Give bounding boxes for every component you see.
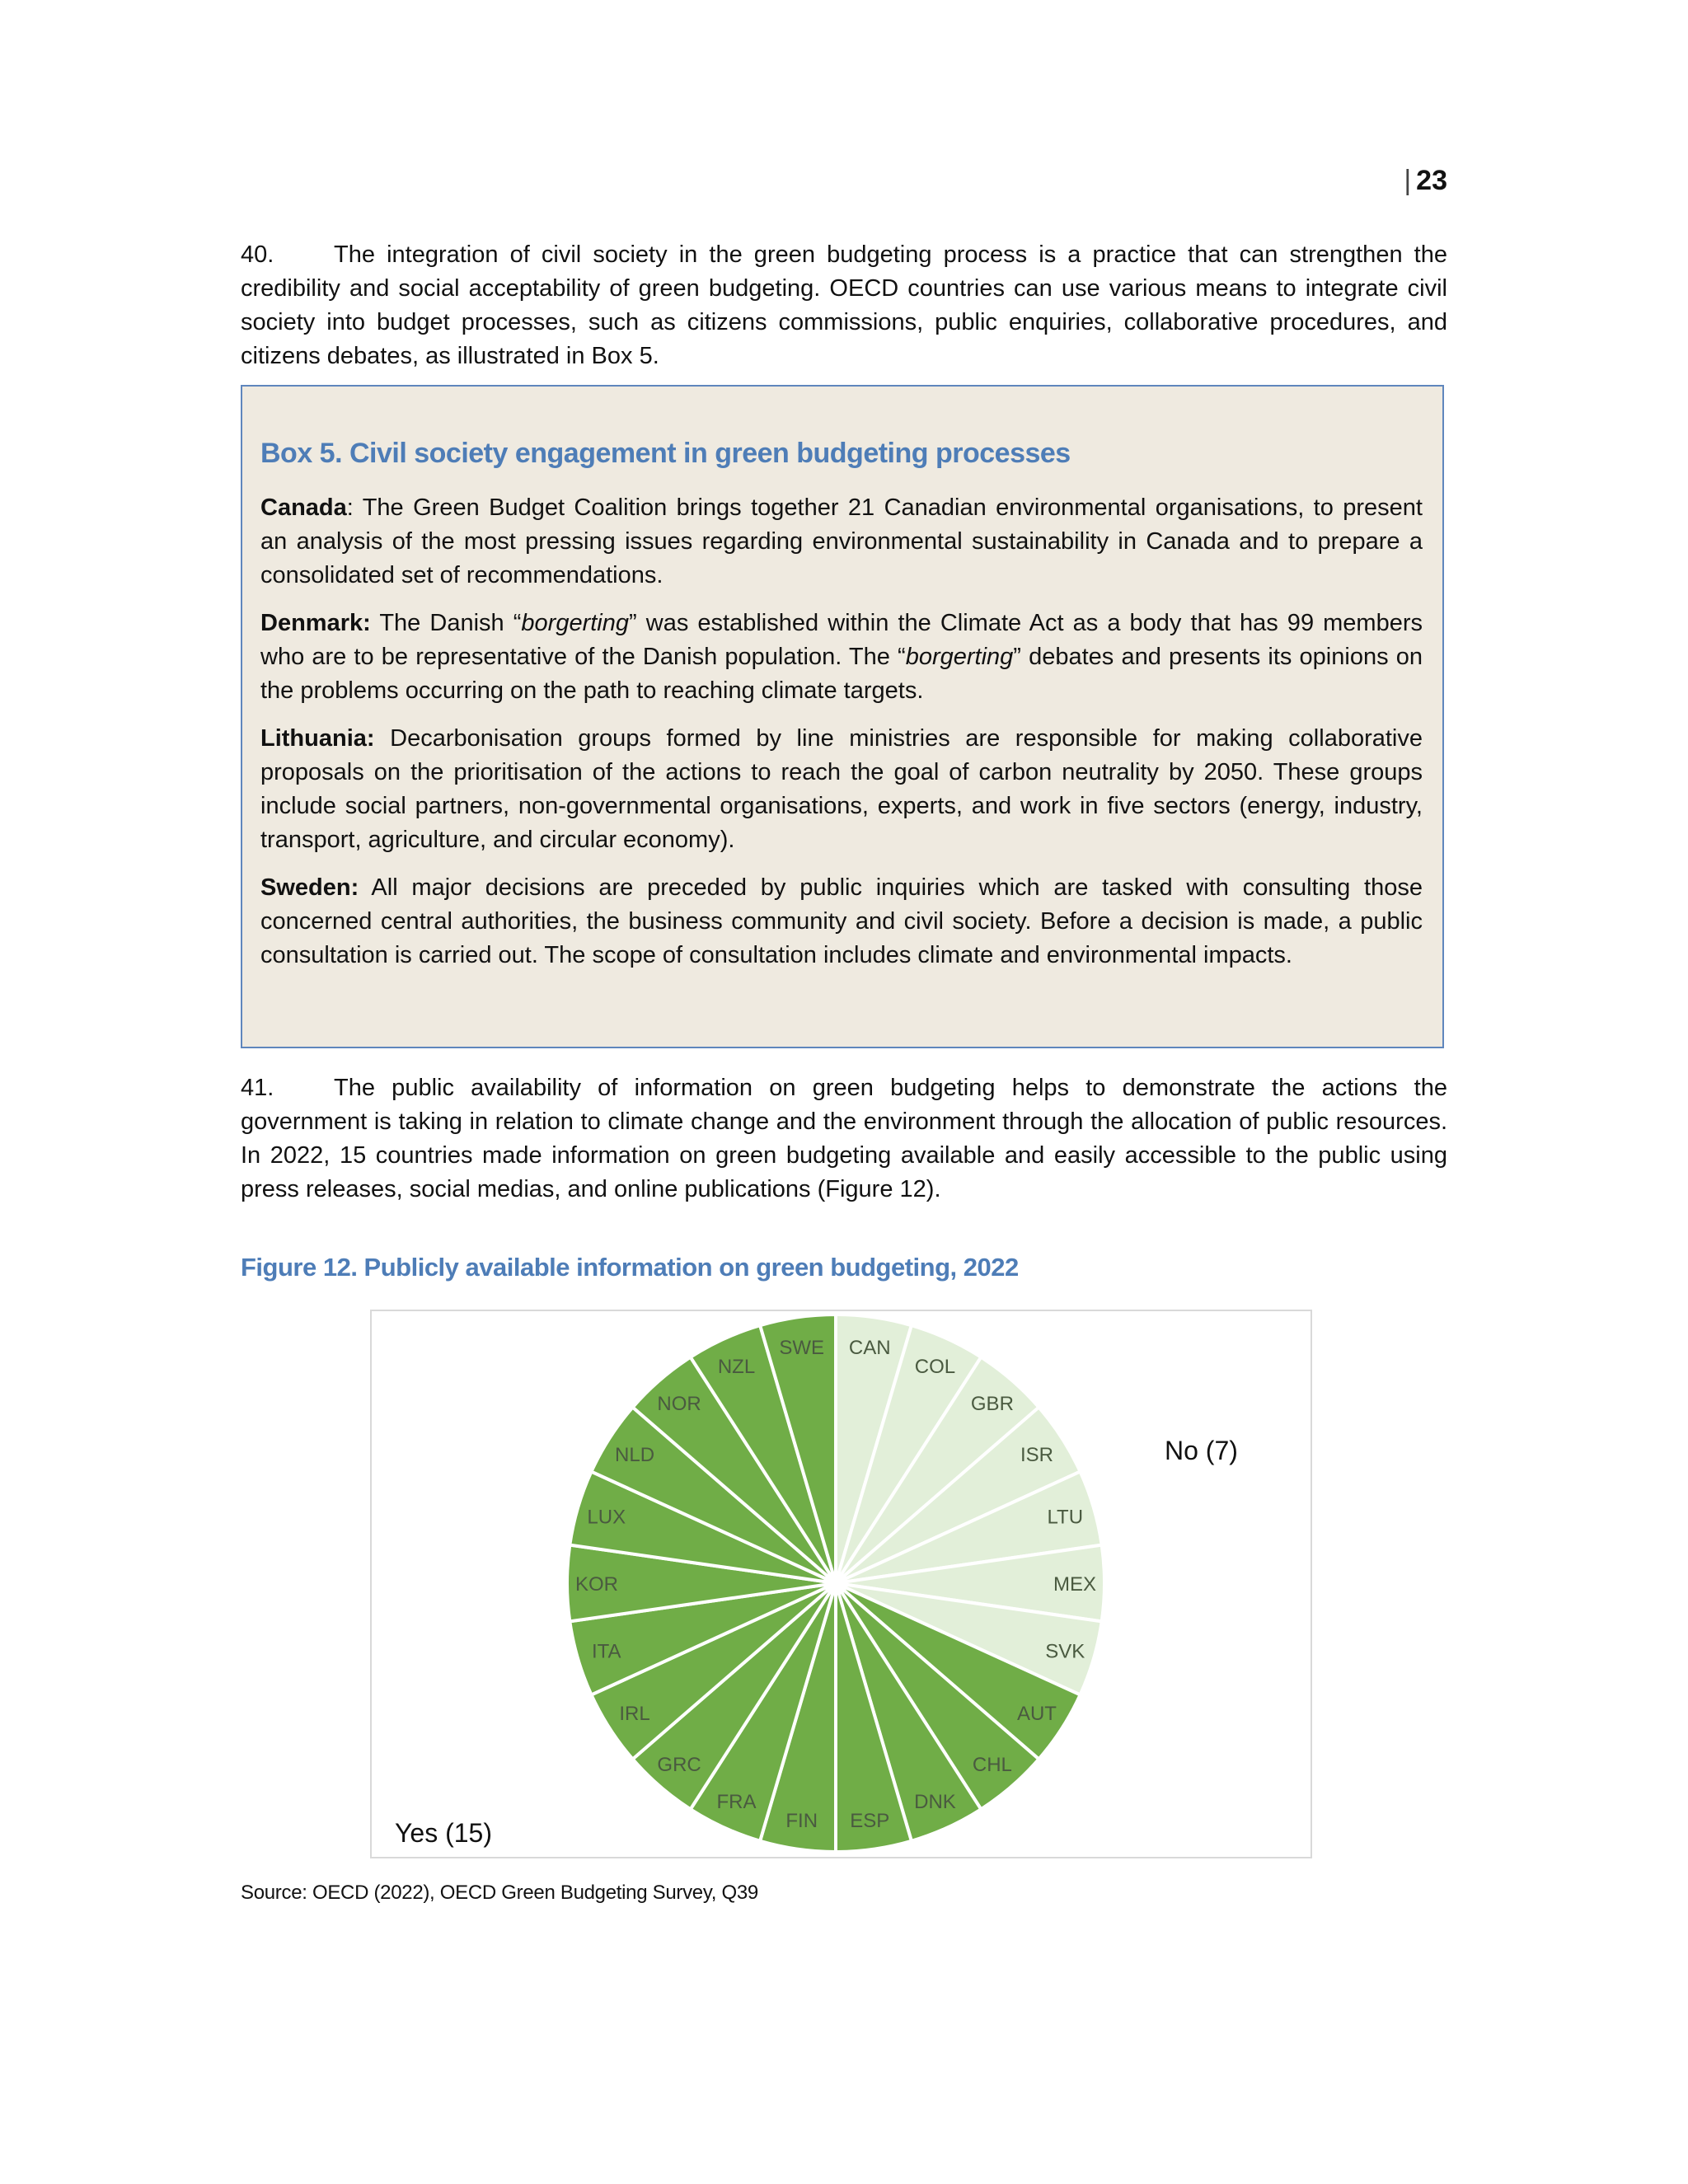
box-item-text: ” was established within the Climate Act as a body that has 99 members who are to be representative of the Danish population. The “ bbox=[260, 610, 1423, 670]
country-label: Canada bbox=[260, 494, 347, 521]
box-item-text: The Green Budget Coalition brings together 21 Canadian environmental organisations, to present an analysis of the most pressing issues regarding environmental sustainability in Canada and to prepare a consolidated set of recommendations. bbox=[260, 494, 1423, 588]
box-item-text: Decarbonisation groups formed by line ministries are responsible for making collaborative proposals on the prioritisation of the actions to reach the goal of carbon neutrality by 2050. These groups include social partners, non-governmental organisations, experts, and work in five sectors (energy, industry, transport, agriculture, and circular economy). bbox=[260, 725, 1423, 853]
box-item-canada bbox=[260, 491, 1423, 593]
box-item-lithuania bbox=[260, 722, 1423, 857]
pie-label-lux: LUX bbox=[587, 1506, 626, 1529]
paragraph-41 bbox=[241, 1071, 1447, 1207]
box-item-text: The Danish “ bbox=[370, 610, 522, 636]
box-item-text: ” debates and presents its opinions on the problems occurring on the path to reaching climate targets. bbox=[260, 644, 1423, 704]
box-5 bbox=[241, 385, 1444, 1048]
pie-label-grc: GRC bbox=[657, 1754, 701, 1777]
pie-label-irl: IRL bbox=[619, 1702, 650, 1725]
paragraph-text: The public availability of information on green budgeting helps to demonstrate the actions the government is taking in relation to climate change and the environment through the allocation of public resources. In 2022, 15 countries made information on green budgeting available and easily accessible to the public using press releases, social medias, and online publications (Figure 12). bbox=[241, 1075, 1447, 1202]
pie-label-dnk: DNK bbox=[914, 1790, 956, 1813]
pie-chart bbox=[372, 1311, 1314, 1860]
paragraph-40 bbox=[241, 238, 1447, 373]
pie-label-fin: FIN bbox=[785, 1810, 818, 1833]
italic-term: borgerting bbox=[905, 644, 1014, 670]
italic-term: borgerting bbox=[521, 610, 630, 636]
pie-label-esp: ESP bbox=[850, 1810, 890, 1833]
pie-label-swe: SWE bbox=[779, 1336, 825, 1359]
pie-label-nzl: NZL bbox=[717, 1356, 756, 1379]
box-item-text: All major decisions are preceded by public inquiries which are tasked with consulting those concerned central authorities, the business community and civil society. Before a decision is made, a public consultation is carried out. The scope of consultation includes climate and environmental impacts. bbox=[260, 874, 1423, 968]
pie-label-col: COL bbox=[914, 1356, 956, 1379]
pie-label-svk: SVK bbox=[1045, 1640, 1085, 1663]
pie-label-aut: AUT bbox=[1016, 1702, 1057, 1725]
country-label: Lithuania: bbox=[260, 725, 375, 752]
page-number-separator: | bbox=[1404, 165, 1412, 196]
pie-label-kor: KOR bbox=[574, 1573, 619, 1596]
pie-label-isr: ISR bbox=[1020, 1444, 1053, 1467]
pie-label-nld: NLD bbox=[615, 1444, 655, 1467]
pie-label-fra: FRA bbox=[716, 1790, 757, 1813]
box-item-sweden bbox=[260, 871, 1423, 972]
pie-label-mex: MEX bbox=[1053, 1573, 1097, 1596]
country-label: Sweden: bbox=[260, 874, 359, 901]
page-number bbox=[1393, 165, 1447, 197]
box-title: Box 5. Civil society engagement in green budgeting processes bbox=[260, 438, 1071, 469]
paragraph-text: The integration of civil society in the green budgeting process is a practice that can strengthen the credibility and social acceptability of green budgeting. OECD countries can use various means to integrate civil society into budget processes, such as citizens commissions, public enquiries, collaborative procedures, and citizens debates, as illustrated in Box 5. bbox=[241, 241, 1447, 369]
pie-label-ita: ITA bbox=[591, 1640, 621, 1663]
country-label: Denmark: bbox=[260, 610, 371, 636]
pie-label-nor: NOR bbox=[657, 1392, 701, 1415]
figure-source: Source: OECD (2022), OECD Green Budgeting Survey, Q39 bbox=[241, 1882, 758, 1904]
legend-yes: Yes (15) bbox=[395, 1818, 492, 1848]
page-number-value: 23 bbox=[1416, 165, 1447, 196]
country-separator: : bbox=[346, 494, 354, 521]
paragraph-number: 41. bbox=[241, 1075, 274, 1101]
pie-slices bbox=[567, 1315, 1104, 1852]
pie-label-gbr: GBR bbox=[970, 1392, 1014, 1415]
pie-label-can: CAN bbox=[848, 1336, 891, 1359]
pie-label-ltu: LTU bbox=[1047, 1506, 1084, 1529]
legend-no: No (7) bbox=[1165, 1436, 1238, 1465]
box-item-denmark bbox=[260, 607, 1423, 708]
figure-title: Figure 12. Publicly available information on green budgeting, 2022 bbox=[241, 1253, 1019, 1282]
pie-chart-frame bbox=[370, 1310, 1312, 1858]
pie-label-chl: CHL bbox=[972, 1754, 1012, 1777]
paragraph-number: 40. bbox=[241, 241, 274, 268]
